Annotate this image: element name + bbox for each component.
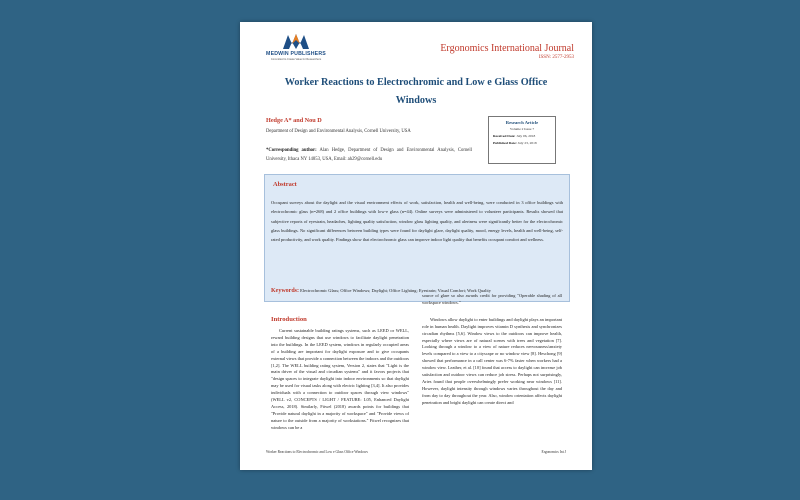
journal-name: Ergonomics International Journal: [440, 43, 574, 54]
corresponding-text: Alan Hedge, Department of Design and Environmental Analysis, Cornell University, Ithaca NY 14853, USA, Email: ah29@cornell.edu: [266, 148, 472, 162]
left-column: [271, 328, 409, 432]
paper-page: [240, 22, 592, 470]
journal-issn: ISSN: 2577-2953: [538, 55, 574, 60]
footer-article-title: Worker Reactions to Electrochromic and Low e Glass Office Windows: [266, 450, 368, 454]
received-value: July 06, 2018: [516, 134, 536, 138]
publisher-tagline: Committed to Create Value for Researchers: [270, 58, 322, 61]
article-info-box: [488, 116, 556, 164]
corresponding-label: *Corresponding author:: [266, 148, 317, 153]
keywords-label: Keywords:: [271, 288, 299, 294]
introduction-heading: Introduction: [271, 316, 307, 323]
published-date: [493, 141, 551, 145]
article-type: Research Article: [505, 120, 539, 125]
received-label: Received Date:: [493, 134, 516, 138]
article-authors: Hedge A* and Nou D: [266, 117, 322, 124]
medwin-logo-icon: [281, 32, 311, 50]
published-value: July 23, 2018: [517, 141, 537, 145]
corresponding-author: [266, 147, 472, 164]
published-label: Published Date:: [493, 141, 517, 145]
author-affiliation: Department of Design and Environmental Analysis, Cornell University, USA: [266, 129, 411, 134]
abstract-text: Occupant surveys about the daylight and the visual environment effects of work, satisfaction, health and well-being, were conducted in 3 office buildings with electrochromic glass (n=268) and 2 office buildings with low-e glass (n=44). Online surveys were administered to volunteer participants. Results showed that subjective reports of eyestrain, headaches, lighting quality satisfaction, window glass lighting quality, and alertness were significantly better for the electrochromic glass buildings. No significant differences between building types were found for daylight glare, daylight quality, mood, energy levels, health and well-being, self-rated productivity, and work quality. Findings show that electrochromic glass can improve indoor light quality that benefits occupant comfort and wellness.: [271, 200, 563, 243]
intro-paragraph-1: Current sustainable building ratings systems, such as LEED or WELL, reward building designs that use windows to facilitate daylight penetration into the buildings. In the LEED system, windows in regularly occupied areas of a building are important for daylight exposure and to give occupants external views that provide a connection between the indoors and the outdoors [1,2]. The WELL building rating system, Version 2, states that "Light is the main driver of the visual and circadian systems" and it favors projects that "design spaces to integrate daylight into indoor environments so that daylight may be used for visual tasks along with electric lighting [3,4]. It also provides individuals with a connection to outdoor spaces through view windows" (WELL v2, CONCEPTS / LIGHT / FEATURE: L05, Enhanced Daylight Access, 2018). Similarly, Fitwel (2018) awards points for buildings that "Provide natural daylight in a majority of workspace" and "Provide views of nature to the outside from a majority of workstations." Fitwel recognizes that windows can be a: [271, 328, 409, 430]
received-date: [493, 134, 551, 138]
article-title: Worker Reactions to Electrochromic and Low e Glass Office Windows: [284, 77, 548, 106]
keywords-text: Electrochromic Glass; Office Windows; Daylight; Office Lighting; Eyestrain; Visual Comfort; Work Quality: [300, 288, 491, 293]
publisher-logo: [266, 32, 326, 61]
intro-paragraph-continued: source of glare so also awards credit for providing "Operable shading of all workspace windows.": [422, 293, 562, 305]
right-column: [422, 293, 562, 407]
publisher-name: MEDWIN PUBLISHERS: [266, 51, 326, 57]
abstract-box: [264, 174, 570, 302]
abstract-heading: Abstract: [273, 181, 297, 188]
intro-paragraph-2: Windows allow daylight to enter buildings and daylight plays an important role in human health. Daylight improves vitamin D synthesis and synchronizes circadian rhythms [5,6]. Window views to the outdoors can improve health, especially where views are of natural scenes with trees and vegetation [7]. Looking through a window to a view of nature reduces nervousness/anxiety levels compared to a view to a cityscape or no window view [8]. Heschong [9] showed that performance in a call center was 6-7% faster when workers had a window view. Leather, et al. [10] found that access to daylight can increase job satisfaction and outdoor views can reduce job stress. Perhaps not surprisingly, Aries found that people overwhelmingly prefer working near windows [11]. However, daylight intensity through windows varies throughout the day and from day to day throughout the year. Also, window orientation affects daylight penetration and bright daylight can create direct and: [422, 316, 562, 405]
article-volume: Volume 2 Issue 7: [509, 127, 535, 131]
footer-journal-abbrev: Ergonomics Int J: [541, 450, 566, 454]
